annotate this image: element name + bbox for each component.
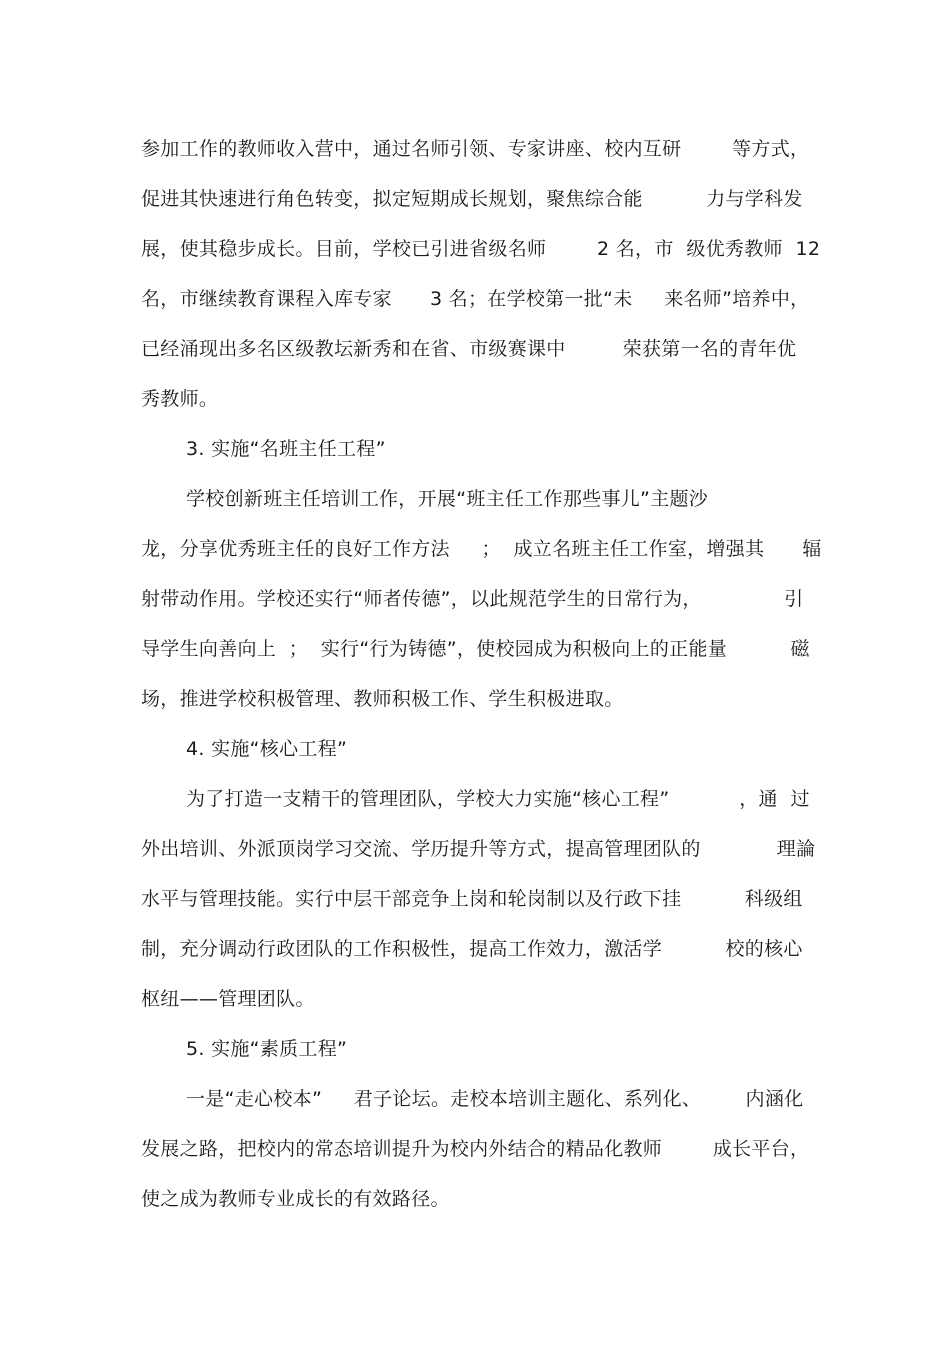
text-line: 制，充分调动行政团队的工作积极性，提高工作效力，激活学 校的核心 (141, 938, 803, 960)
text-line: 名，市继续教育课程入库专家 3 名；在学校第一批“未 来名师”培养中， (141, 288, 810, 310)
text-line: 展，使其稳步成长。目前，学校已引进省级名师 2 名，市 级优秀教师 12 (141, 238, 821, 260)
text-line: 场，推进学校积极管理、教师积极工作、学生积极进取。 (141, 688, 624, 710)
text-line: 外出培训、外派顶岗学习交流、学历提升等方式，提高管理团队的 理論 (141, 838, 816, 860)
text-line: 促进其快速进行角色转变，拟定短期成长规划，聚焦综合能 力与学科发 (141, 188, 803, 210)
text-line: 发展之路，把校内的常态培训提升为校内外结合的精品化教师 成长平台， (141, 1138, 810, 1160)
text-line: 龙，分享优秀班主任的良好工作方法 ； 成立名班主任工作室，增强其 辐 (141, 538, 822, 560)
text-line: 学校创新班主任培训工作，开展“班主任工作那些事儿”主题沙 (186, 488, 709, 510)
text-line: 枢纽——管理团队。 (141, 988, 315, 1010)
text-line: 使之成为教师专业成长的有效路径。 (141, 1188, 450, 1210)
text-line: 射带动作用。学校还实行“师者传德”，以此规范学生的日常行为， 引 (141, 588, 804, 610)
section-heading: 4. 实施“核心工程” (186, 738, 348, 760)
text-line: 导学生向善向上 ； 实行“行为铸德”，使校园成为积极向上的正能量 磁 (141, 638, 810, 660)
text-line: 为了打造一支精干的管理团队，学校大力实施“核心工程” ，通 过 (186, 788, 810, 810)
section-heading: 3. 实施“名班主任工程” (186, 438, 386, 460)
section-heading: 5. 实施“素质工程” (186, 1038, 348, 1060)
text-line: 参加工作的教师收入营中，通过名师引领、专家讲座、校内互研 等方式， (141, 138, 810, 160)
text-line: 秀教师。 (141, 388, 219, 410)
text-line: 水平与管理技能。实行中层干部竞争上岗和轮岗制以及行政下挂 科级组 (141, 888, 803, 910)
text-line: 一是“走心校本” 君子论坛。走校本培训主题化、系列化、 内涵化 (186, 1088, 804, 1110)
text-line: 已经涌现出多名区级教坛新秀和在省、市级赛课中 荣获第一名的青年优 (141, 338, 797, 360)
